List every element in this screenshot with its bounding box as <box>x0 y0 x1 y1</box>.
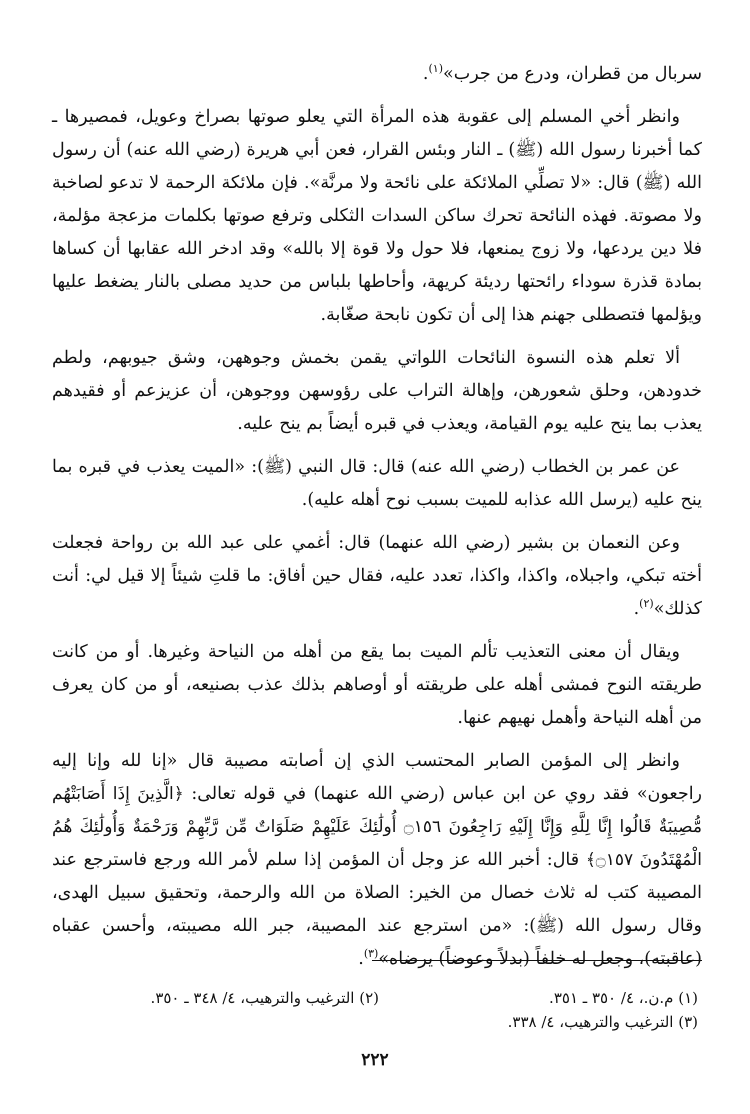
footnote-2: (٢) الترغيب والترهيب، ٤/ ٣٤٨ ـ ٣٥٠. <box>150 989 379 1007</box>
paragraph-7: وانظر إلى المؤمن الصابر المحتسب الذي إن أصابته مصيبة قال «إنا لله وإنا إليه راجعون» فقد روي عن ابن عباس (رضي الله عنهما) في قوله تعالى: ﴿الَّذِينَ إِذَا أَصَابَتْهُم مُّصِيبَةٌ قَالُوا إِنَّا لِلَّهِ وَإِنَّا إِلَيْهِ رَاجِعُونَ ۝١٥٦ أُولَٰئِكَ عَلَيْهِمْ صَلَوَاتٌ مِّن رَّبِّهِمْ وَرَحْمَةٌ وَأُولَٰئِكَ هُمُ الْمُهْتَدُونَ ۝١٥٧﴾ قال: أخبر الله عز وجل أن المؤمن إذا سلم لأمر الله ورجع فاسترجع عند المصيبة كتب له ثلاث خصال من الخير: الصلاة من الله والرحمة، وتحقيق سبيل الهدى، وقال رسول الله (ﷺ): «من استرجع عند المصيبة، جبر الله مصيبته، وأحسن عقباه (عاقبته)، وجعل له خلفاً (بدلاً وعوضاً) يرضاه»$^{(٣)}$. <box>52 751 703 969</box>
paragraph-1: سربال من قطران، ودرع من جرب»$^{(١)}$. <box>422 62 702 84</box>
footnote-row-1 <box>60 986 698 1010</box>
footnote-ref-2[interactable]: (٢) <box>639 597 654 611</box>
footnote-1: (١) م.ن.، ٤/ ٣٥٠ ـ ٣٥١. <box>549 989 698 1007</box>
footnote-divider <box>372 960 702 961</box>
page-number: ٢٢٢ <box>361 1050 389 1070</box>
paragraph-1-text: سربال من قطران، ودرع من جرب» <box>443 64 702 84</box>
main-text <box>52 58 702 976</box>
footnote-ref-1[interactable]: (١) <box>428 62 444 76</box>
paragraph-2: وانظر أخي المسلم إلى عقوبة هذه المرأة التي يعلو صوتها بصراخ وعويل، فمصيرها ـ كما أخبرنا رسول الله (ﷺ) ـ النار وبئس القرار، فعن أبي هريرة (رضي الله عنه) أن رسول الله (ﷺ) قال: «لا تصلِّي الملائكة على نائحة ولا مرنَّة». فإن ملائكة الرحمة لا تدعو لصاخبة ولا مصوتة. فهذه النائحة تحرك ساكن السدات الثكلى وترفع صوتها بكلمات مزعجة مؤلمة، فلا دين يردعها، ولا زوج يمنعها، فلا حول ولا قوة إلا بالله» وقد ادخر الله عقابها أن كساها بمادة قذرة سوداء رائحتها رديئة كريهة، وأحاطها بلباس من حديد مصلى بالنار يضغط عليها ويؤلمها فتصطلى جهنم هذا إلى أن تكون نابحة صغّابة. <box>52 107 702 325</box>
paragraph-7-intro: وانظر إلى المؤمن الصابر المحتسب الذي إن أصابته مصيبة قال «إنا لله وإنا إليه راجعون» فقد روي عن ابن عباس (رضي الله عنهما) في قوله تعالى: <box>52 751 703 804</box>
paragraph-4: عن عمر بن الخطاب (رضي الله عنه) قال: قال النبي (ﷺ): «الميت يعذب في قبره بما ينح عليه (يرسل الله عذابه للميت بسبب نوح أهله عليه). <box>52 457 702 510</box>
quran-verse: ﴿الَّذِينَ إِذَا أَصَابَتْهُم مُّصِيبَةٌ قَالُوا إِنَّا لِلَّهِ وَإِنَّا إِلَيْهِ رَاجِعُونَ ۝١٥٦ أُولَٰئِكَ عَلَيْهِمْ صَلَوَاتٌ مِّن رَّبِّهِمْ وَرَحْمَةٌ وَأُولَٰئِكَ هُمُ الْمُهْتَدُونَ ۝١٥٧﴾ <box>52 784 702 870</box>
paragraph-6: ويقال أن معنى التعذيب تألم الميت بما يقع من أهله من النياحة وغيرها. أو من كانت طريقته النوح فمشى أهله على طريقته أو أوصاهم بذلك عذب بصنيعه، أو من كان يعرف من أهله النياحة وأهمل نهيهم عنها. <box>52 642 702 728</box>
footnote-3: (٣) الترغيب والترهيب، ٤/ ٣٣٨. <box>507 1013 698 1031</box>
paragraph-3: ألا تعلم هذه النسوة النائحات اللواتي يقمن بخمش وجوههن، وشق جيوبهم، ولطم خدودهن، وحلق شعورهن، وإهالة التراب على رؤوسهن ووجوهن، أن عزيزعم أو فقيدهم يعذب بما ينح عليه يوم القيامة، ويعذب في قبره أيضاً بم ينح عليه. <box>52 348 702 434</box>
footnotes <box>60 986 698 1034</box>
footnote-ref-3[interactable]: (٣) <box>363 947 379 961</box>
paragraph-5: وعن النعمان بن بشير (رضي الله عنهما) قال: أغمي على عبد الله بن رواحة فجعلت أخته تبكي، واجبلاه، واكذا، واكذا، تعدد عليه، فقال حين أفاق: ما قلتِ شيئاً إلا قيل لي: أنت كذلك»$^{(٢)}$. <box>52 533 702 619</box>
paragraph-5-text: وعن النعمان بن بشير (رضي الله عنهما) قال: أغمي على عبد الله بن رواحة فجعلت أخته تبكي، واجبلاه، واكذا، واكذا، تعدد عليه، فقال حين أفاق: ما قلتِ شيئاً إلا قيل لي: أنت كذلك» <box>52 533 702 619</box>
paragraph-7-rest: قال: أخبر الله عز وجل أن المؤمن إذا سلم لأمر الله ورجع فاسترجع عند المصيبة كتب له ثلاث خصال من الخير: الصلاة من الله والرحمة، وتحقيق سبيل الهدى، وقال رسول الله (ﷺ): «من استرجع عند المصيبة، جبر الله مصيبته، وأحسن عقباه (عاقبته)، وجعل له خلفاً (بدلاً وعوضاً) يرضاه» <box>52 850 702 969</box>
footnote-row-2 <box>60 1010 698 1034</box>
